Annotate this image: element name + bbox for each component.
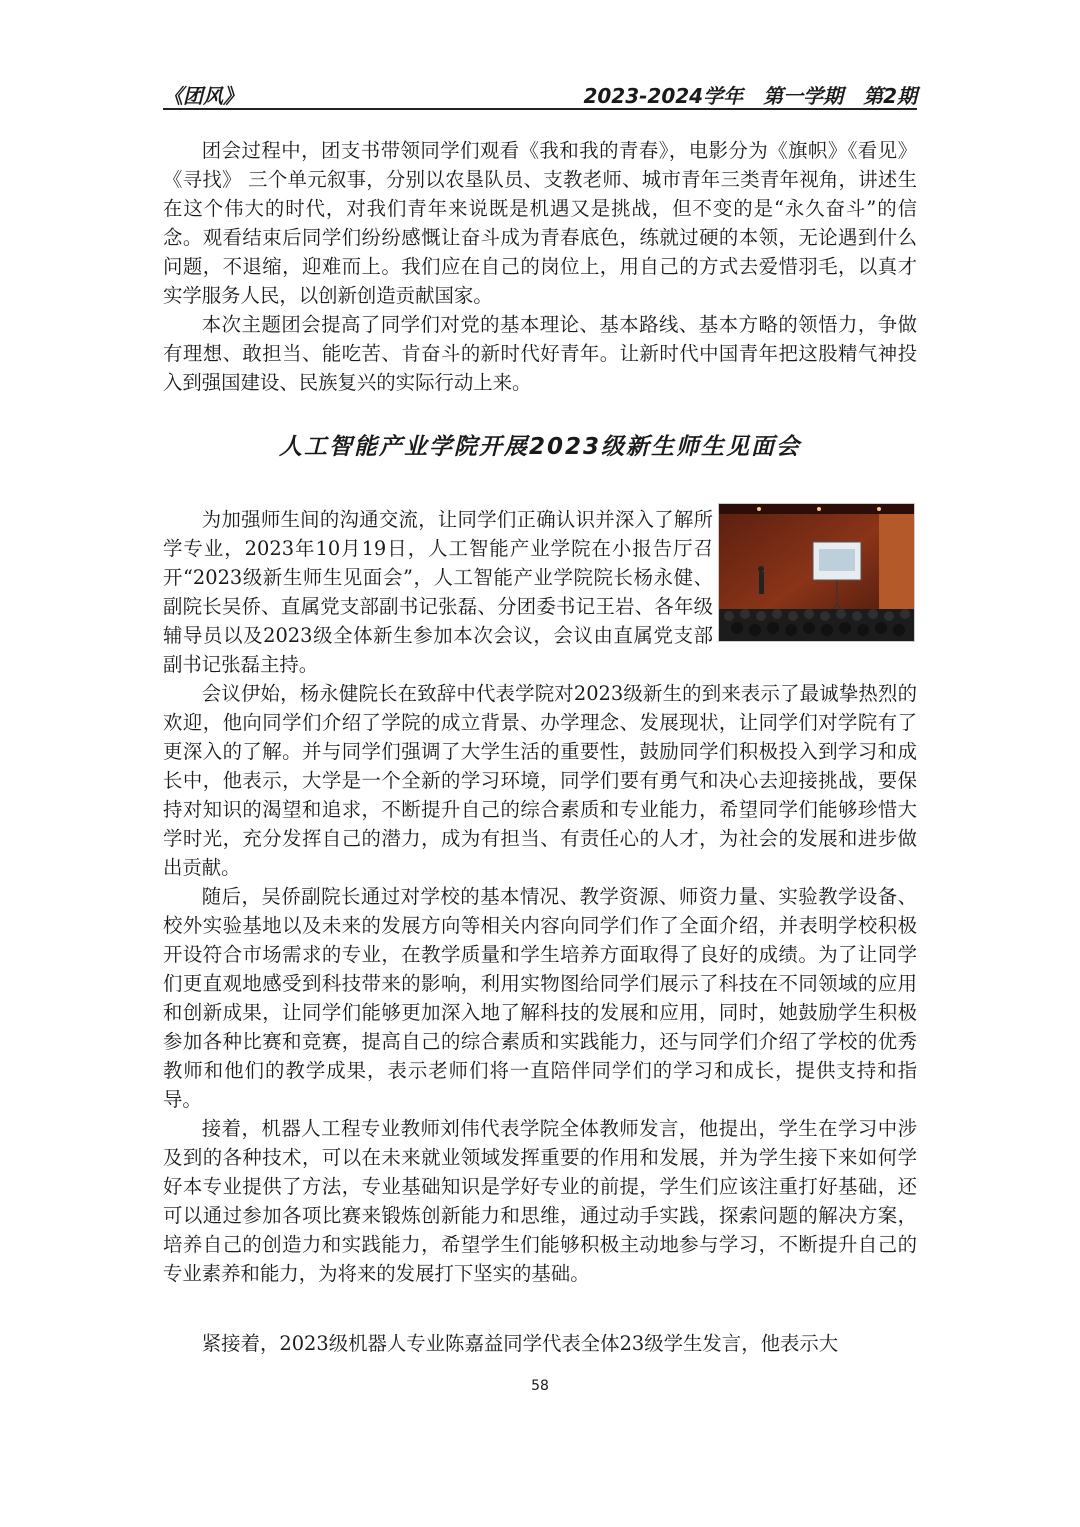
intro-paragraph-1: 团会过程中，团支书带领同学们观看《我和我的青春》，电影分为《旗帜》《看见》《寻找》 三个单元叙事，分别以农垦队员、支教老师、城市青年三类青年视角，讲述生在这个伟大的时代，对我们青年来说既是机遇又是挑战，但不变的是“永久奋斗”的信念。观看结束后同学们纷纷感慨让奋斗成为青春底色，练就过硬的本领，无论遇到什么问题，不退缩，迎难而上。我们应在自己的岗位上，用自己的方式去爱惜羽毛，以真才实学服务人民，以创新创造贡献国家。 [163,139,917,307]
page-header [163,78,917,110]
intro-paragraph-2: 本次主题团会提高了同学们对党的基本理论、基本路线、基本方略的领悟力，争做有理想、敢担当、能吃苦、肯奋斗的新时代好青年。让新时代中国青年把这股精气神投入到强国建设、民族复兴的实际行动上来。 [163,313,917,394]
article-paragraph-3: 随后，吴侨副院长通过对学校的基本情况、教学资源、师资力量、实验教学设备、校外实验基地以及未来的发展方向等相关内容向同学们作了全面介绍，并表明学校积极开设符合市场需求的专业，在教学质量和学生培养方面取得了良好的成绩。为了让同学们更直观地感受到科技带来的影响，利用实物图给同学们展示了科技在不同领域的应用和创新成果，让同学们能够更加深入地了解科技的发展和应用，同时，她鼓励学生积极参加各种比赛和竞赛，提高自己的综合素质和实践能力，还与同学们介绍了学校的优秀教师和他们的教学成果，表示老师们将一直陪伴同学们的学习和成长，提供支持和指导。 [163,885,917,1111]
article-paragraph-1: 为加强师生间的沟通交流，让同学们正确认识并深入了解所学专业，2023年10月19日，人工智能产业学院在小报告厅召开“2023级新生师生见面会”，人工智能产业学院院长杨永健、副院长吴侨、直属党支部副书记张磊、分团委书记王岩、各年级辅导员以及2023级全体新生参加本次会议，会议由直属党支部副书记张磊主持。 [163,508,713,676]
article-paragraph-2: 会议伊始，杨永健院长在致辞中代表学院对2023级新生的到来表示了最诚挚热烈的欢迎，他向同学们介绍了学院的成立背景、办学理念、发展现状，让同学们对学院有了更深入的了解。并与同学们强调了大学生活的重要性，鼓励同学们积极投入到学习和成长中，他表示，大学是一个全新的学习环境，同学们要有勇气和决心去迎接挑战，要保持对知识的渴望和追求，不断提升自己的综合素质和专业能力，希望同学们能够珍惜大学时光，充分发挥自己的潜力，成为有担当、有责任心的人才，为社会的发展和进步做出贡献。 [163,682,917,879]
page-number: 58 [531,1378,549,1394]
article-title: 人工智能产业学院开展2023级新生师生见面会 [278,434,801,460]
issue-info: 2023-2024学年 第一学期 第2期 [583,84,917,108]
article-paragraph-4: 接着，机器人工程专业教师刘伟代表学院全体教师发言，他提出，学生在学习中涉及到的各种技术，可以在未来就业领域发挥重要的作用和发展，并为学生接下来如何学好本专业提供了方法，专业基础知识是学好专业的前提，学生们应该注重打好基础，还可以通过参加各项比赛来锻炼创新能力和思维，通过动手实践，探索问题的解决方案，培养自己的创造力和实践能力，希望学生们能够积极主动地参与学习，不断提升自己的专业素养和能力，为将来的发展打下坚实的基础。 [163,1117,917,1285]
article-paragraph-5: 紧接着，2023级机器人专业陈嘉益同学代表全体23级学生发言，他表示大 [201,1332,839,1355]
journal-title: 《团风》 [163,84,243,108]
meeting-photo [718,503,915,642]
